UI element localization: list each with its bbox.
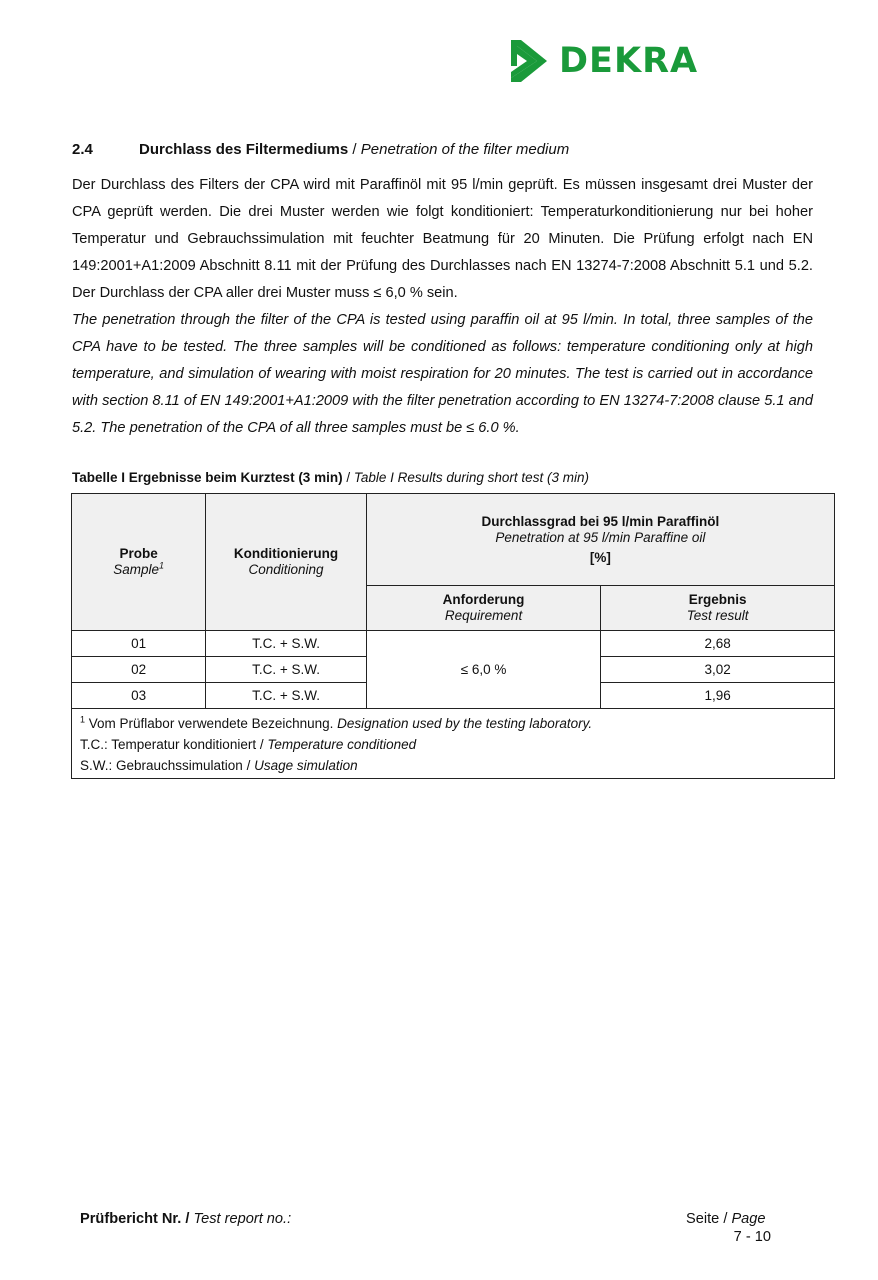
note-designation-de: Vom Prüflabor verwendete Bezeichnung.: [85, 716, 338, 731]
footer-report-en: Test report no.:: [193, 1211, 292, 1227]
header-sample-en-wrap: [72, 562, 205, 578]
cell-sample: 03: [72, 683, 206, 709]
footer-page-en: Page: [731, 1211, 766, 1227]
header-conditioning-de: Konditionierung: [233, 546, 339, 561]
cell-sample: 02: [72, 657, 206, 683]
header-penetration-de: Durchlassgrad bei 95 l/min Paraffinöl: [481, 513, 720, 529]
cell-result: 2,68: [601, 631, 835, 657]
cell-sample: 01: [72, 631, 206, 657]
page-number: 7 - 10: [733, 1229, 771, 1245]
header-penetration: [366, 494, 834, 586]
header-conditioning: [206, 494, 366, 631]
footer-page-label: [686, 1211, 771, 1227]
table-caption-separator: /: [342, 470, 354, 485]
header-sample-en: Sample: [113, 562, 160, 577]
cell-conditioning: T.C. + S.W.: [206, 683, 366, 709]
dekra-logo: [507, 36, 699, 88]
table-header-row: [72, 494, 835, 586]
footer-report-de: Prüfbericht Nr. /: [80, 1211, 194, 1227]
header-requirement: [366, 586, 601, 631]
section-title: [139, 140, 569, 160]
header-conditioning-en: Conditioning: [248, 562, 324, 577]
note-footnote-marker: 1: [80, 714, 86, 725]
header-requirement-de: Anforderung: [442, 592, 525, 607]
section-title-de: Durchlass des Filtermediums: [139, 141, 349, 158]
table-caption-en: Table I Results during short test (3 min): [353, 470, 589, 485]
footer-page-de: Seite /: [686, 1211, 732, 1227]
results-table: [71, 493, 835, 779]
section-title-en: Penetration of the filter medium: [360, 141, 570, 158]
paragraph-english: The penetration through the filter of the CPA is tested using paraffin oil at 95 l/min. In total, three samples of the CPA have to be tested. The three samples will be conditioned as follows: temperature conditioning only at high temperature, and simulation of wearing with moist respiration for 20 minutes. The test is carried out in accordance with section 8.11 of EN 149:2001+A1:2009 with the filter penetration according to EN 13274-7:2008 clause 5.1 and 5.2. The penetration of the CPA of all three samples must be ≤ 6.0 %.: [72, 312, 813, 436]
header-sample-de: Probe: [119, 546, 158, 561]
note-tc: [80, 734, 834, 755]
cell-result: 1,96: [601, 683, 835, 709]
note-designation: [80, 713, 834, 734]
table-notes: [72, 709, 835, 779]
header-sample: [72, 494, 206, 631]
note-tc-en: Temperature conditioned: [267, 737, 417, 752]
footer-report-number: [80, 1211, 291, 1227]
dekra-logo-text: DEKRA: [559, 41, 699, 81]
paragraph-german: Der Durchlass des Filters der CPA wird mit Paraffinöl mit 95 l/min geprüft. Es müssen insgesamt drei Muster der CPA geprüft werden. Die drei Muster werden wie folgt konditioniert: Temperaturkonditionierung nur bei hoher Temperatur und Gebrauchssimulation mit feuchter Beatmung für 20 Minuten. Die Prüfung erfolgt nach EN 149:2001+A1:2009 Abschnitt 8.11 mit der Prüfung des Durchlasses nach EN 13274-7:2008 Abschnitt 5.1 und 5.2. Der Durchlass der CPA aller drei Muster muss ≤ 6,0 % sein.: [72, 177, 813, 301]
section-title-separator: /: [348, 141, 361, 158]
header-result: [601, 586, 835, 631]
cell-conditioning: T.C. + S.W.: [206, 631, 366, 657]
section-number: 2.4: [72, 141, 93, 158]
footer-page: [686, 1211, 771, 1245]
note-designation-en: Designation used by the testing laboratory.: [337, 716, 593, 731]
note-sw-en: Usage simulation: [254, 758, 358, 773]
note-tc-de: T.C.: Temperatur konditioniert /: [80, 737, 268, 752]
header-result-en: Test result: [686, 608, 749, 623]
cell-conditioning: T.C. + S.W.: [206, 657, 366, 683]
dekra-logo-mark: [507, 36, 553, 86]
table-caption-de: Tabelle I Ergebnisse beim Kurztest (3 min): [72, 470, 343, 485]
header-penetration-en: Penetration at 95 l/min Paraffine oil: [495, 529, 706, 545]
cell-result: 3,02: [601, 657, 835, 683]
note-sw-de: S.W.: Gebrauchssimulation /: [80, 758, 255, 773]
table-caption: [72, 470, 589, 485]
table-row: [72, 631, 835, 657]
note-sw: [80, 755, 834, 776]
footnote-marker: 1: [159, 560, 165, 571]
table-notes-row: [72, 709, 835, 779]
cell-requirement: ≤ 6,0 %: [366, 631, 601, 709]
header-unit: [%]: [589, 549, 611, 565]
header-result-de: Ergebnis: [688, 592, 747, 607]
header-requirement-en: Requirement: [444, 608, 523, 623]
